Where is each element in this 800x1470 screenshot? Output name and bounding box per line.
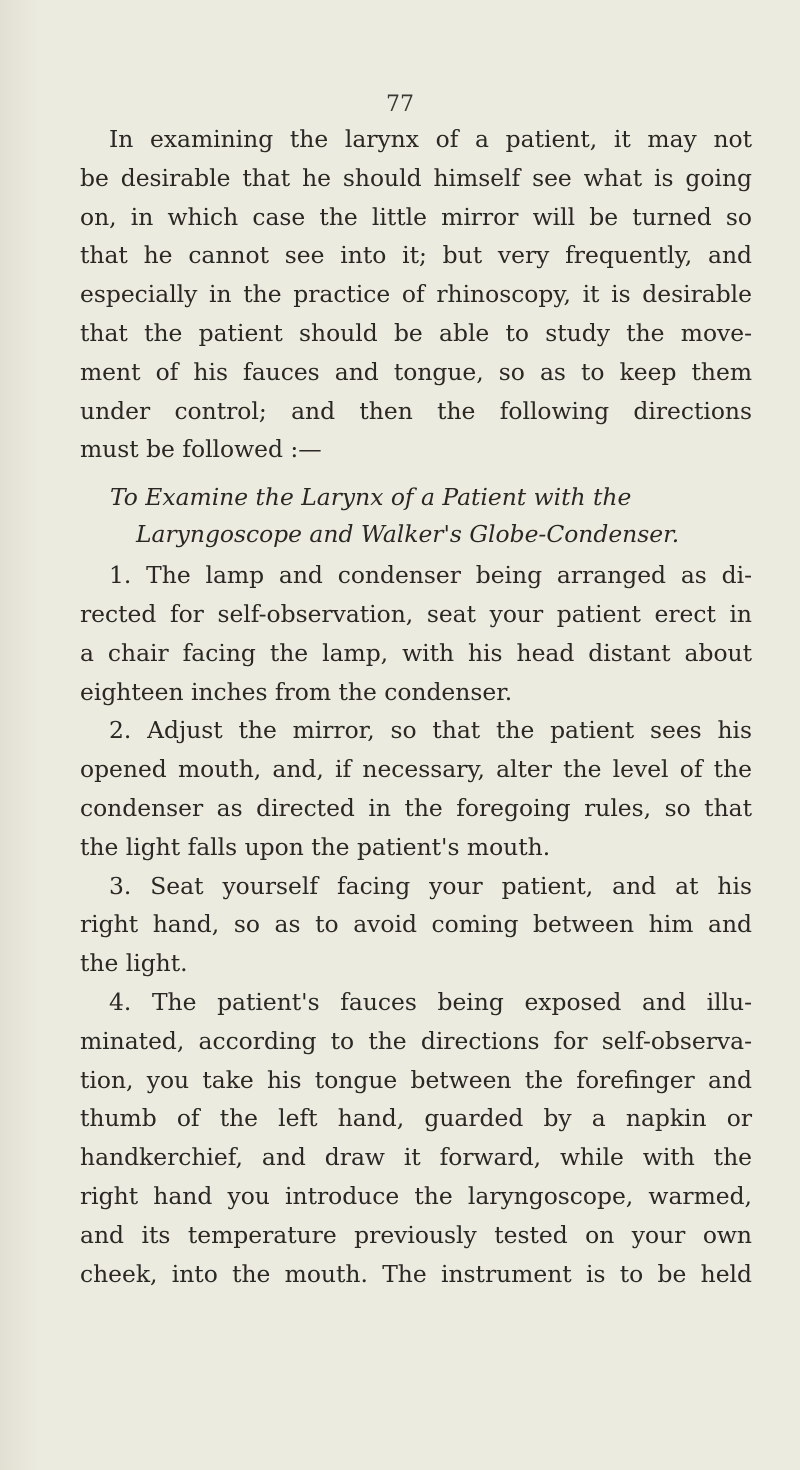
text-line: the light.	[80, 949, 188, 978]
text-line: cheek, into the mouth. The instrument is to be held	[80, 1259, 752, 1288]
text-line: the light falls upon the patient's mouth.	[80, 832, 551, 861]
step-4	[80, 983, 752, 1293]
text-line: thumb of the left hand, guarded by a napkin or	[80, 1104, 752, 1133]
text-line: on, in which case the little mirror will be turned so	[80, 202, 752, 231]
text-line: tion, you take his tongue between the forefinger and	[80, 1065, 752, 1094]
page-body	[80, 120, 752, 1293]
text-line: rected for self-observation, seat your patient erect in	[80, 599, 752, 628]
page-number: 77	[386, 92, 414, 117]
text-line: handkerchief, and draw it forward, while with the	[80, 1143, 752, 1172]
text-line: that he cannot see into it; but very frequently, and	[80, 241, 752, 270]
step-1	[80, 556, 752, 711]
text-line: In examining the larynx of a patient, it may not	[109, 125, 752, 153]
text-line: right hand, so as to avoid coming between him and	[80, 910, 752, 939]
text-line: 1. The lamp and condenser being arranged as di-	[109, 561, 752, 590]
text-line: a chair facing the lamp, with his head distant about	[80, 638, 752, 667]
text-line: must be followed :—	[80, 435, 322, 464]
text-line: 2. Adjust the mirror, so that the patient sees his	[109, 716, 752, 745]
text-line: right hand you introduce the laryngoscope, warmed,	[80, 1181, 752, 1210]
text-line: minated, according to the directions for self-observa-	[80, 1026, 752, 1055]
text-line: 3. Seat yourself facing your patient, and at his	[109, 871, 752, 900]
text-line: condenser as directed in the foregoing rules, so that	[80, 793, 752, 822]
step-2	[80, 711, 752, 866]
text-line: ment of his fauces and tongue, so as to keep them	[80, 357, 752, 386]
intro-paragraph	[80, 120, 752, 469]
text-line: under control; and then the following directions	[80, 396, 752, 425]
text-line: that the patient should be able to study the move-	[80, 318, 752, 347]
text-line: 4. The patient's fauces being exposed and illu-	[109, 987, 752, 1016]
text-line: eighteen inches from the condenser.	[80, 677, 513, 706]
text-line: be desirable that he should himself see what is going	[80, 163, 752, 192]
heading-line: To Examine the Larynx of a Patient with the	[110, 483, 632, 512]
section-heading	[80, 469, 752, 556]
text-line: especially in the practice of rhinoscopy, it is desirable	[80, 280, 752, 309]
text-line: and its temperature previously tested on your own	[80, 1220, 752, 1249]
heading-line: Laryngoscope and Walker's Globe-Condenser.	[136, 520, 680, 549]
step-3	[80, 867, 752, 983]
text-line: opened mouth, and, if necessary, alter the level of the	[80, 755, 752, 784]
